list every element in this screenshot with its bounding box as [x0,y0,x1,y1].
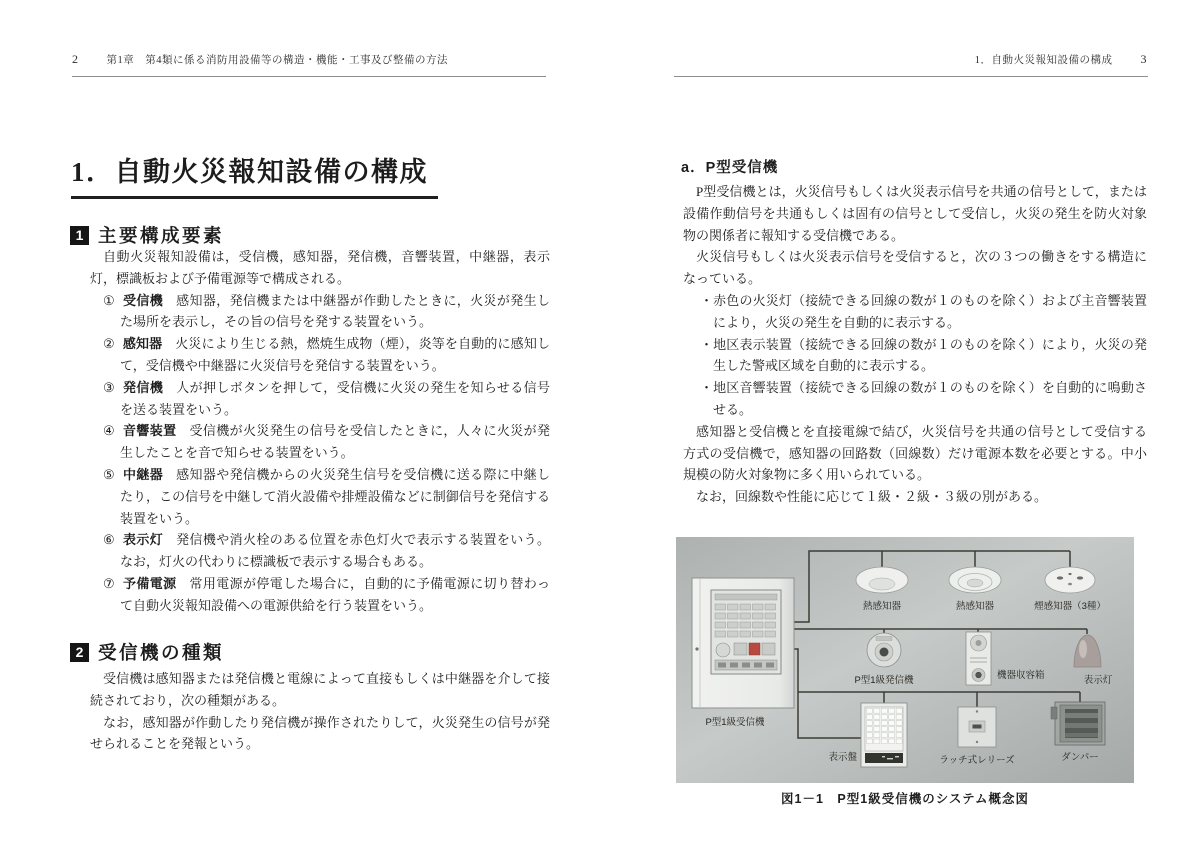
item-term: 発信機 [123,379,164,395]
body-paragraph: 感知器と受信機とを直接電線で結び，火災信号を共通の信号として受信する方式の受信機で，感知器の回路数（回線数）だけ電源本数を必要とする。中小規模の防火対象物に多く用いられている。 [683,423,1147,483]
item-term: 中継器 [123,466,164,482]
bullet-item: ・地区音響装置（接続できる回線の数が１のものを除く）を自動的に鳴動させる。 [700,380,1147,417]
section-number-badge: 2 [70,643,89,662]
bullet-item: ・地区表示装置（接続できる回線の数が１のものを除く）により，火災の発生した警戒区域を自動的に表示する。 [700,336,1147,374]
circled-number: ① [103,292,116,308]
running-head-right [975,52,1147,67]
section-heading-1 [70,222,224,248]
running-head-right-text: 1．自動火災報知設備の構成 [974,55,1113,66]
section-heading-2 [70,639,224,665]
label-indicator-lamp: 表示灯 [1083,675,1113,686]
section-heading-1-text: 主要構成要素 [98,227,225,247]
circled-number: ② [103,336,115,352]
body-paragraph: なお，回線数や性能に応じて１級・２級・３級の別がある。 [696,489,1048,505]
item-text: 人が押しボタンを押して，受信機に火災の発生を知らせる信号を送る装置をいう。 [120,379,550,417]
header-rule-left [72,76,546,77]
item-text: 受信機が火災発生の信号を受信したときに，人々に火災が発生したことを音で知らせる装置をいう。 [120,423,550,461]
item-text: 常用電源が停電した場合に，自動的に予備電源に切り替わって自動火災報知設備への電源供給を行う装置をいう。 [120,575,550,613]
item-text: 感知器や発信機からの火災発生信号を受信機に送る際に中継したり，この信号を中継して消火設備や排煙設備などに制御信号を発信する装置をいう。 [120,466,550,526]
circled-number: ⑤ [103,466,116,482]
list-item [90,573,550,617]
running-head-left [72,52,448,67]
section-number-badge: 1 [70,226,89,245]
damper-icon [1051,702,1105,745]
item-text: 感知器，発信機または中継器が作動したときに，火災が発生した場所を表示し，その旨の信号を発する装置をいう。 [120,292,550,330]
label-latch-release: ラッチ式レリーズ [939,755,1015,766]
subsection-heading: a．P型受信機 [681,160,779,176]
label-smoke-detector: 煙感知器（3種） [1034,601,1106,612]
call-point-icon [867,633,901,667]
label-display-panel: 表示盤 [828,752,857,763]
label-heat-detector-1: 熱感知器 [862,601,902,612]
header-rule-right [674,76,1148,77]
label-call-point: P型1級発信機 [854,675,914,686]
smoke-detector-icon [1045,567,1095,593]
receiver-cabinet [692,578,794,708]
section-2-paragraph: 受信機は感知器または発信機と電線によって直接もしくは中継器を介して接続されており，次の種類がある。 [90,671,550,708]
section-2-body [90,668,550,755]
circled-number: ⑥ [103,532,116,548]
list-item [90,377,550,421]
system-diagram-image [676,537,1134,783]
latch-release-icon [958,707,996,747]
item-term: 感知器 [122,336,163,352]
label-equipment-box: 機器収容箱 [997,670,1045,681]
label-damper: ダンパー [1061,752,1099,763]
body-paragraph: P型受信機とは，火災信号もしくは火災表示信号を共通の信号として，または設備作動信号を共通もしくは固有の信号として受信し，火災の発生を防火対象物の関係者に報知する受信機である。 [683,184,1147,243]
circled-number: ⑦ [103,575,116,591]
subsection-body [683,181,1147,508]
equipment-box-icon [966,632,991,685]
item-term: 音響装置 [123,423,177,439]
circled-number: ③ [103,379,116,395]
bullet-item: ・赤色の火災灯（接続できる回線の数が１のものを除く）および主音響装置により，火災の発生を自動的に表示する。 [700,292,1147,330]
label-receiver: P型1級受信機 [705,717,765,728]
section-1-intro: 自動火災報知設備は，受信機，感知器，発信機，音響装置，中継器，表示灯，標識板および予備電源等で構成される。 [90,249,550,286]
heat-detector-1-icon [856,567,908,593]
list-item [90,464,550,529]
list-item [90,290,550,334]
label-heat-detector-2: 熱感知器 [955,601,995,612]
item-term: 受信機 [123,292,164,308]
item-text: 火災により生じる熱，燃焼生成物（煙），炎等を自動的に感知して，受信機や中継器に火災信号を発信する装置をいう。 [120,336,550,373]
display-panel-icon [861,703,907,767]
section-heading-2-text: 受信機の種類 [98,644,225,664]
heat-detector-2-icon [949,567,1001,593]
page-number-left: 2 [72,52,79,66]
item-term: 予備電源 [123,575,177,591]
chapter-title: 1．自動火災報知設備の構成 [71,150,438,199]
item-text: 発信機や消火栓のある位置を赤色灯火で表示する装置をいう。なお，灯火の代わりに標識板で表示する場合もある。 [120,532,550,570]
circled-number: ④ [103,423,116,439]
section-1-body [90,246,550,617]
running-head-left-text: 第1章 第4類に係る消防用設備等の構造・機能・工事及び整備の方法 [106,55,448,66]
list-item [90,333,550,377]
body-paragraph: 火災信号もしくは火災表示信号を受信すると，次の３つの働きをする構造になっている。 [683,249,1147,287]
item-term: 表示灯 [123,532,164,548]
figure-caption: 図1－1 P型1級受信機のシステム概念図 [781,792,1029,806]
page-number-right: 3 [1140,52,1147,66]
list-item [90,529,550,573]
figure-system-diagram [676,537,1134,783]
section-2-paragraph: なお，感知器が作動したり発信機が操作されたりして，火災発生の信号が発せられることを発報という。 [90,714,550,752]
list-item [90,420,550,464]
